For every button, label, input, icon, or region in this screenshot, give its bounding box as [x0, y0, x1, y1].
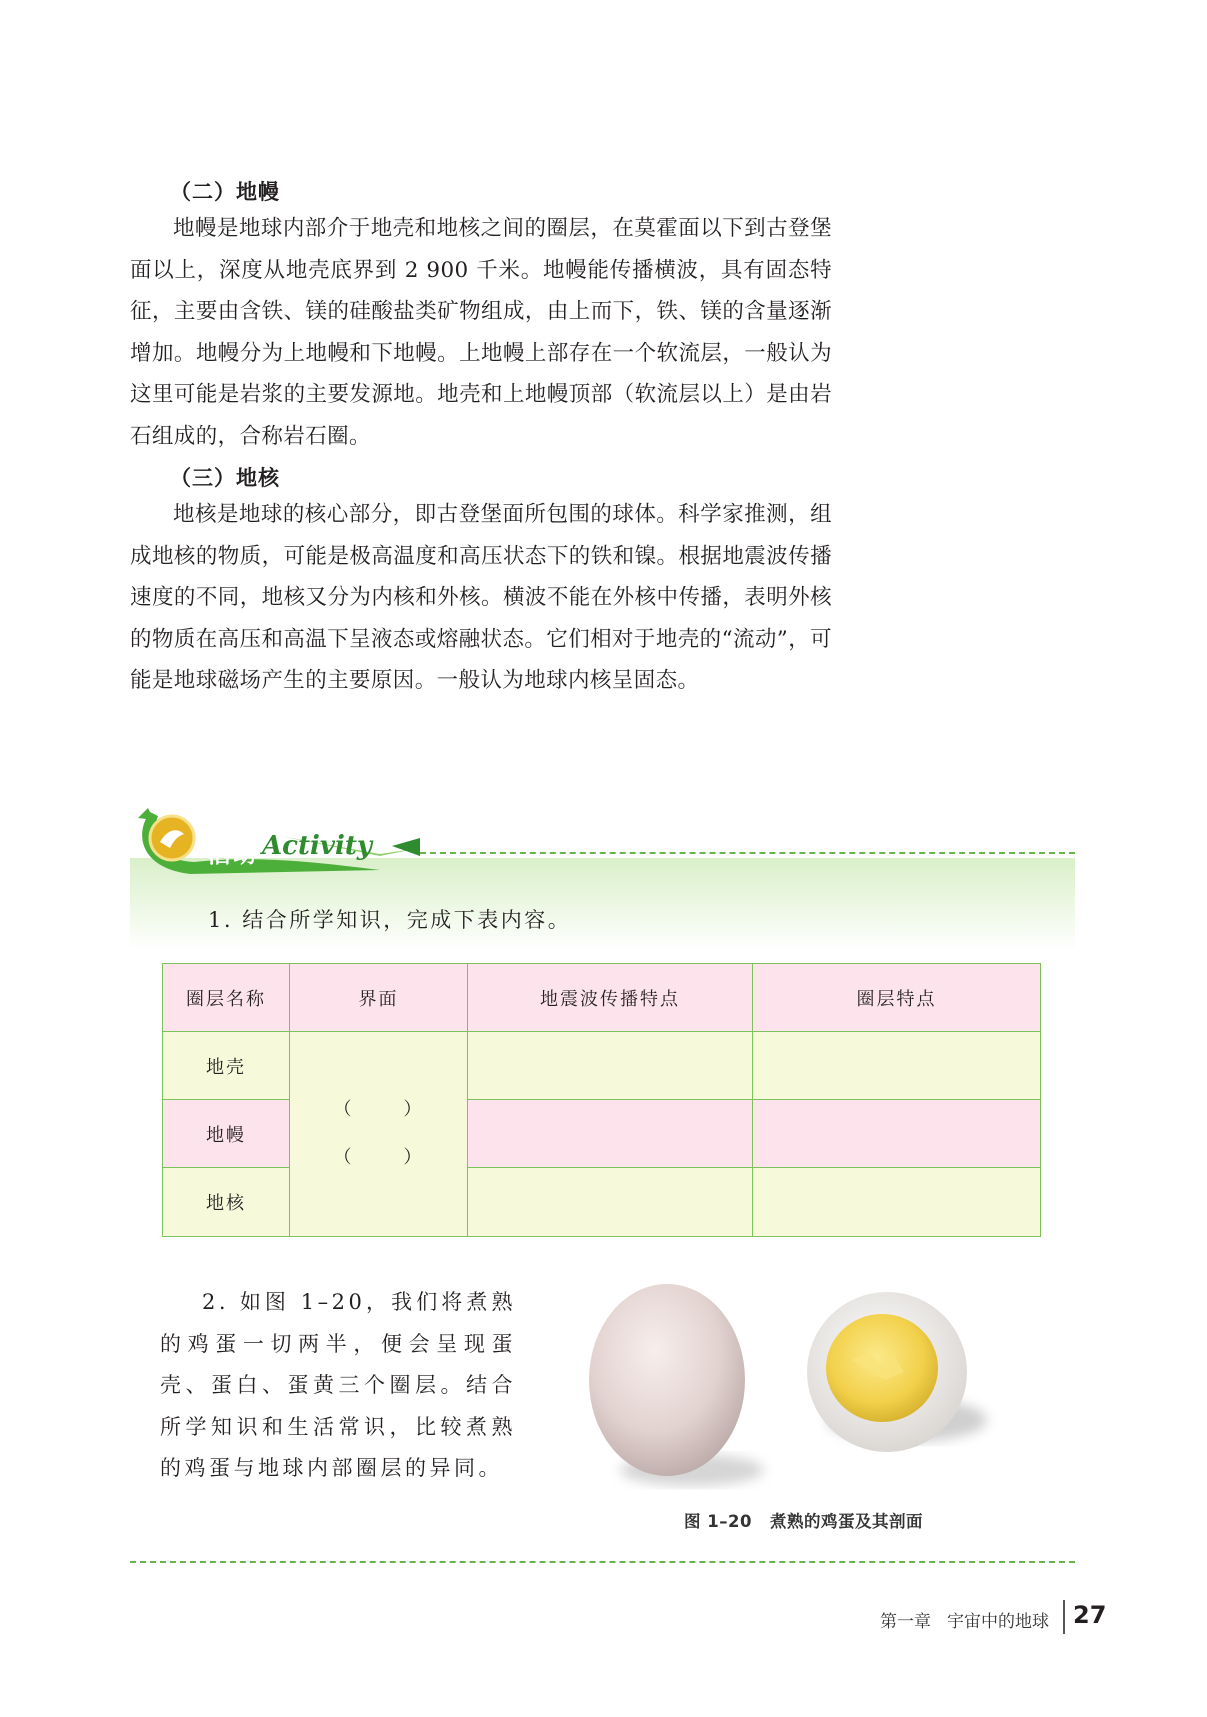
activity-bottom-divider	[130, 1561, 1075, 1563]
figure-number: 图 1–20	[684, 1512, 752, 1531]
core-seismic-cell[interactable]	[468, 1168, 753, 1237]
table-header-layer-features: 圈层特点	[753, 964, 1041, 1032]
footer-chapter	[880, 1607, 1049, 1632]
footer-chapter-number: 第一章	[880, 1612, 931, 1632]
footer-chapter-title: 宇宙中的地球	[947, 1612, 1049, 1632]
boiled-egg-figure	[582, 1260, 1042, 1500]
activity-title: 活动	[208, 842, 258, 868]
mantle-paragraph: 地幔是地球内部介于地壳和地核之间的圈层，在莫霍面以下到古登堡面以上，深度从地壳底界到 2 900 千米。地幔能传播横波，具有固态特征，主要由含铁、镁的硅酸盐类矿物组成，由上而下，铁、镁的含量逐渐增加。地幔分为上地幔和下地幔。上地幔上部存在一个软流层，一般认为这里可能是岩浆的主要发源地。地壳和上地幔顶部（软流层以上）是由岩石组成的，合称岩石圈。	[130, 216, 832, 449]
table-header-interface: 界面	[290, 964, 468, 1032]
table-header-layer-name: 圈层名称	[163, 964, 290, 1032]
activity-title-en: Activity	[262, 831, 372, 861]
page-number: 27	[1073, 1601, 1107, 1629]
crust-seismic-cell[interactable]	[468, 1032, 753, 1100]
table-header-seismic-wave: 地震波传播特点	[468, 964, 753, 1032]
row-label-crust: 地壳	[163, 1032, 290, 1100]
row-label-core: 地核	[163, 1168, 290, 1237]
figure-caption	[684, 1508, 923, 1532]
mantle-seismic-cell[interactable]	[468, 1100, 753, 1168]
interface-blank-1: （ ）	[333, 1099, 424, 1120]
section-heading-mantle: （二）地幔	[170, 180, 280, 204]
interface-blank-2: （ ）	[333, 1147, 424, 1168]
earth-layers-table	[162, 963, 1041, 1237]
section-heading-core: （三）地核	[170, 466, 280, 490]
interface-blank-cell[interactable]	[290, 1032, 468, 1237]
core-paragraph: 地核是地球的核心部分，即古登堡面所包围的球体。科学家推测，组成地核的物质，可能是极高温度和高压状态下的铁和镍。根据地震波传播速度的不同，地核又分为内核和外核。横波不能在外核中传播，表明外核的物质在高压和高温下呈液态或熔融状态。它们相对于地壳的“流动”，可能是地球磁场产生的主要原因。一般认为地球内核呈固态。	[130, 502, 832, 693]
task-1-text: 1. 结合所学知识，完成下表内容。	[208, 908, 572, 932]
table-row	[163, 1032, 1041, 1100]
mantle-features-cell[interactable]	[753, 1100, 1041, 1168]
activity-top-divider	[420, 852, 1075, 854]
row-label-mantle: 地幔	[163, 1100, 290, 1168]
task-2-text: 2. 如图 1–20，我们将煮熟的鸡蛋一切两半，便会呈现蛋壳、蛋白、蛋黄三个圈层。结合所学知识和生活常识，比较煮熟的鸡蛋与地球内部圈层的异同。	[160, 1290, 516, 1480]
figure-caption-text: 煮熟的鸡蛋及其剖面	[769, 1512, 923, 1531]
crust-features-cell[interactable]	[753, 1032, 1041, 1100]
footer-divider	[1063, 1600, 1065, 1634]
core-features-cell[interactable]	[753, 1168, 1041, 1237]
